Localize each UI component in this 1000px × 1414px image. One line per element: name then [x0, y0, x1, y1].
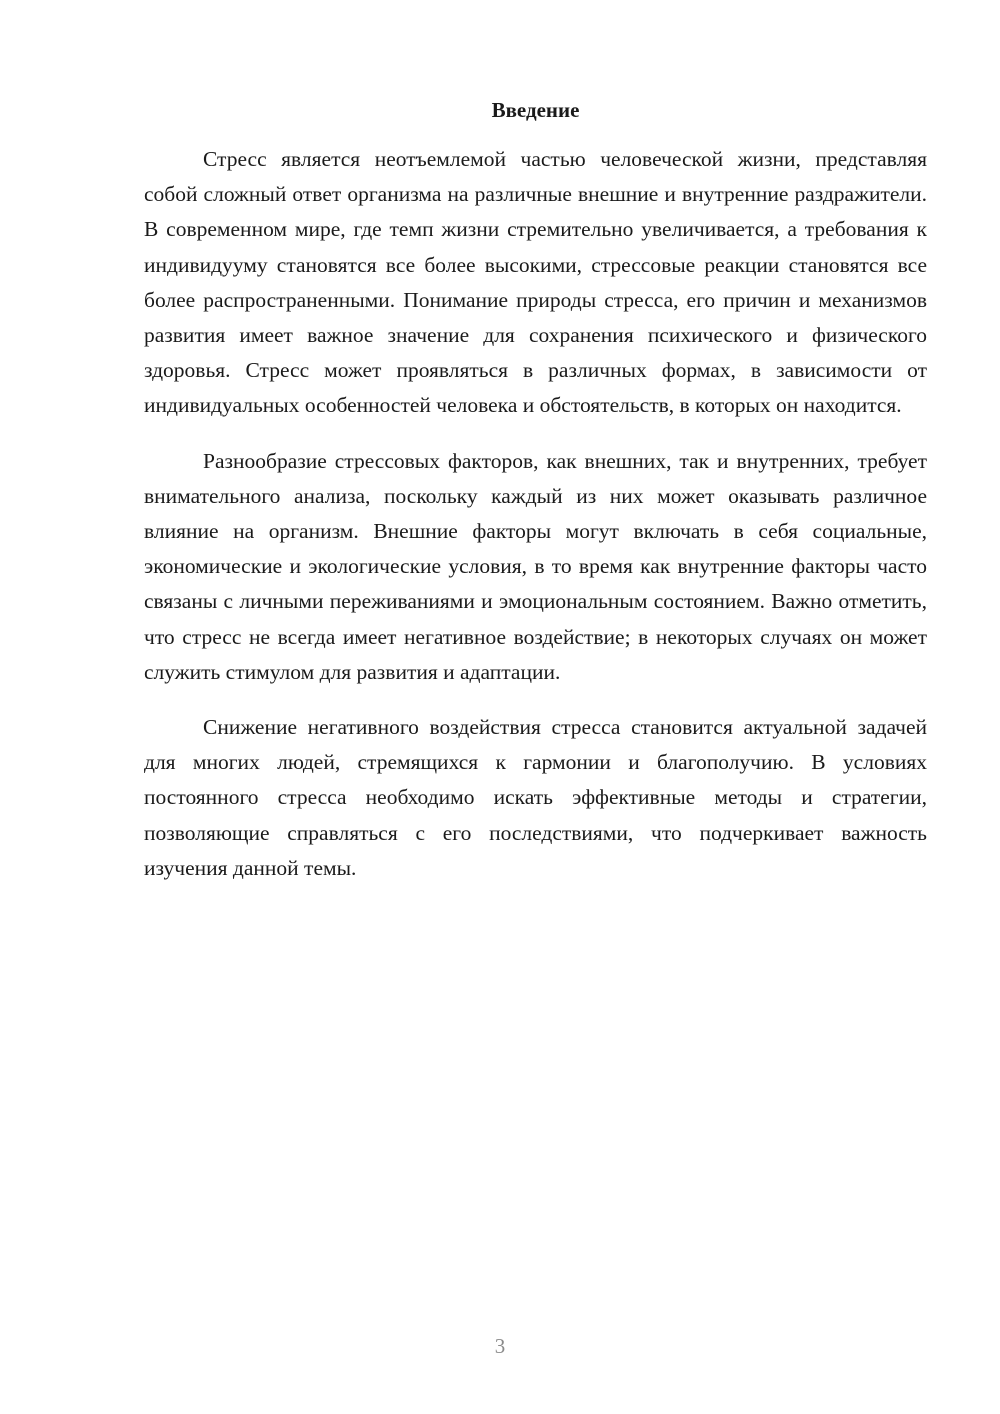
paragraph-1: Стресс является неотъемлемой частью человеческой жизни, представляя собой сложный ответ организма на различные внешние и внутренние раздражители. В современном мире, где темп жизни стремительно увеличивается, а требования к индивидууму становятся все более высокими, стрессовые реакции становятся все более распространенными. Понимание природы стресса, его причин и механизмов развития имеет важное значение для сохранения психического и физического здоровья. Стресс может проявляться в различных формах, в зависимости от индивидуальных особенностей человека и обстоятельств, в которых он находится. — [144, 147, 927, 418]
paragraph-3: Снижение негативного воздействия стресса становится актуальной задачей для многих людей, стремящихся к гармонии и благополучию. В условиях постоянного стресса необходимо искать эффективные методы и стратегии, позволяющие справляться с его последствиями, что подчеркивает важность изучения данной темы. — [144, 715, 927, 880]
section-heading: Введение — [491, 98, 580, 122]
body-text — [144, 142, 927, 906]
page-number: 3 — [494, 1334, 506, 1358]
paragraph-2: Разнообразие стрессовых факторов, как внешних, так и внутренних, требует внимательного анализа, поскольку каждый из них может оказывать различное влияние на организм. Внешние факторы могут включать в себя социальные, экономические и экологические условия, в то время как внутренние факторы часто связаны с личными переживаниями и эмоциональным состоянием. Важно отметить, что стресс не всегда имеет негативное воздействие; в некоторых случаях он может служить стимулом для развития и адаптации. — [144, 448, 927, 684]
